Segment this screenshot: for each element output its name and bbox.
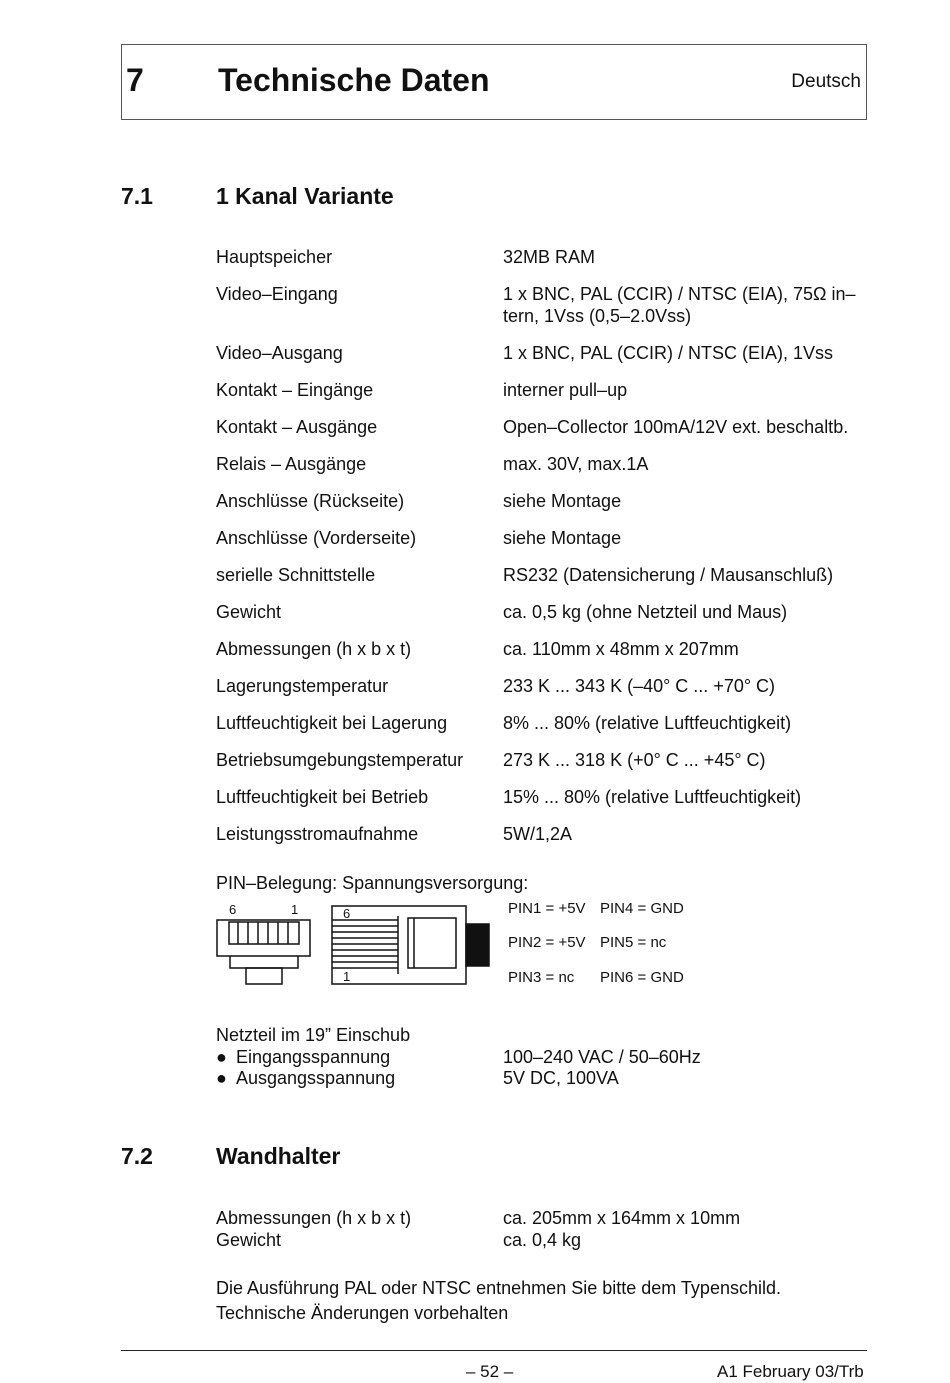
footer-divider xyxy=(121,1350,867,1351)
spec-row xyxy=(216,675,876,697)
spec-value: ca. 0,4 kg xyxy=(503,1230,582,1250)
spec-row xyxy=(216,823,876,845)
spec-row xyxy=(216,342,876,364)
spec-row xyxy=(216,379,876,401)
chapter-language: Deutsch xyxy=(791,71,861,92)
spec-row xyxy=(216,712,876,734)
spec-label: Relais – Ausgänge xyxy=(216,454,367,474)
spec-label: Kontakt – Eingänge xyxy=(216,380,374,400)
spec-label: Abmessungen (h x b x t) xyxy=(216,639,412,659)
spec-label: Kontakt – Ausgänge xyxy=(216,417,378,437)
spec-label: Video–Eingang xyxy=(216,284,338,304)
spec-value: 15% ... 80% (relative Luftfeuchtigkeit) xyxy=(503,787,802,807)
spec-value: max. 30V, max.1A xyxy=(503,454,649,474)
connector-diagram xyxy=(210,898,500,992)
spec-row xyxy=(216,749,876,771)
spec-row xyxy=(216,416,876,438)
note-text: Die Ausführung PAL oder NTSC entnehmen Sie bitte dem Typenschild. xyxy=(216,1278,781,1298)
plug-label-6: 6 xyxy=(343,906,351,921)
spec-value: 1 x BNC, PAL (CCIR) / NTSC (EIA), 1Vss xyxy=(503,343,834,363)
spec-label: Gewicht xyxy=(216,602,282,622)
psu-item-label: Eingangsspannung xyxy=(236,1047,391,1067)
spec-row xyxy=(216,564,876,586)
spec-value: siehe Montage xyxy=(503,491,622,511)
psu-item-value: 5V DC, 100VA xyxy=(503,1068,619,1088)
pin-assignment: PIN1 = +5V xyxy=(508,900,586,917)
spec-value: ca. 205mm x 164mm x 10mm xyxy=(503,1208,741,1228)
psu-item-value: 100–240 VAC / 50–60Hz xyxy=(503,1047,701,1067)
page-number: – 52 – xyxy=(466,1362,514,1381)
spec-value: siehe Montage xyxy=(503,528,622,548)
spec-label: Anschlüsse (Rückseite) xyxy=(216,491,405,511)
spec-row xyxy=(216,786,876,808)
section-number: 7.2 xyxy=(121,1143,153,1169)
spec-label: Video–Ausgang xyxy=(216,343,343,363)
spec-label: Luftfeuchtigkeit bei Lagerung xyxy=(216,713,448,733)
spec-value: interner pull–up xyxy=(503,380,628,400)
chapter-header xyxy=(121,44,867,120)
spec-row xyxy=(216,453,876,475)
spec-value: 233 K ... 343 K (–40° C ... +70° C) xyxy=(503,676,776,696)
pin-assignment: PIN3 = nc xyxy=(508,969,575,986)
section-title: 1 Kanal Variante xyxy=(216,183,394,209)
spec-row xyxy=(216,283,876,327)
psu-heading: Netzteil im 19” Einschub xyxy=(216,1025,411,1045)
spec-value: 8% ... 80% (relative Luftfeuchtigkeit) xyxy=(503,713,792,733)
spec-value: ca. 110mm x 48mm x 207mm xyxy=(503,639,739,659)
spec-label: Anschlüsse (Vorderseite) xyxy=(216,528,417,548)
chapter-number: 7 xyxy=(126,62,144,98)
spec-label: Luftfeuchtigkeit bei Betrieb xyxy=(216,787,429,807)
spec-value: RS232 (Datensicherung / Mausanschluß) xyxy=(503,565,834,585)
spec-label: serielle Schnittstelle xyxy=(216,565,376,585)
plug-label-1: 1 xyxy=(343,969,351,984)
bullet-icon: ● xyxy=(216,1068,227,1088)
chapter-title: Technische Daten xyxy=(218,62,490,98)
spec-label: Gewicht xyxy=(216,1230,282,1250)
socket-label-6: 6 xyxy=(229,902,237,917)
pin-assignment: PIN6 = GND xyxy=(600,969,684,986)
spec-label: Lagerungstemperatur xyxy=(216,676,389,696)
spec-row xyxy=(216,638,876,660)
section-title: Wandhalter xyxy=(216,1143,341,1169)
note-text: Technische Änderungen vorbehalten xyxy=(216,1303,509,1323)
spec-row xyxy=(216,246,876,268)
socket-front-view xyxy=(217,920,310,984)
spec-value: 1 x BNC, PAL (CCIR) / NTSC (EIA), 75Ω in–tern, 1Vss (0,5–2.0Vss) xyxy=(503,284,856,326)
psu-item-label: Ausgangsspannung xyxy=(236,1068,396,1088)
pin-assignment: PIN2 = +5V xyxy=(508,934,586,951)
section-number: 7.1 xyxy=(121,183,153,209)
pin-heading: PIN–Belegung: Spannungsversorgung: xyxy=(216,873,529,893)
spec-label: Betriebsumgebungstemperatur xyxy=(216,750,464,770)
spec-row xyxy=(216,527,876,549)
spec-label: Abmessungen (h x b x t) xyxy=(216,1208,412,1228)
spec-label: Leistungsstromaufnahme xyxy=(216,824,419,844)
bullet-icon: ● xyxy=(216,1047,227,1067)
spec-label: Hauptspeicher xyxy=(216,247,333,267)
socket-label-1: 1 xyxy=(291,902,299,917)
spec-value: 5W/1,2A xyxy=(503,824,573,844)
spec-table xyxy=(216,246,876,860)
plug-side-view xyxy=(332,906,489,984)
document-id: A1 February 03/Trb xyxy=(717,1362,864,1381)
spec-row xyxy=(216,601,876,623)
pin-assignment: PIN4 = GND xyxy=(600,900,684,917)
spec-value: 32MB RAM xyxy=(503,247,596,267)
pin-assignment: PIN5 = nc xyxy=(600,934,667,951)
spec-value: Open–Collector 100mA/12V ext. beschaltb. xyxy=(503,417,849,437)
spec-row xyxy=(216,490,876,512)
spec-value: 273 K ... 318 K (+0° C ... +45° C) xyxy=(503,750,766,770)
spec-value: ca. 0,5 kg (ohne Netzteil und Maus) xyxy=(503,602,788,622)
